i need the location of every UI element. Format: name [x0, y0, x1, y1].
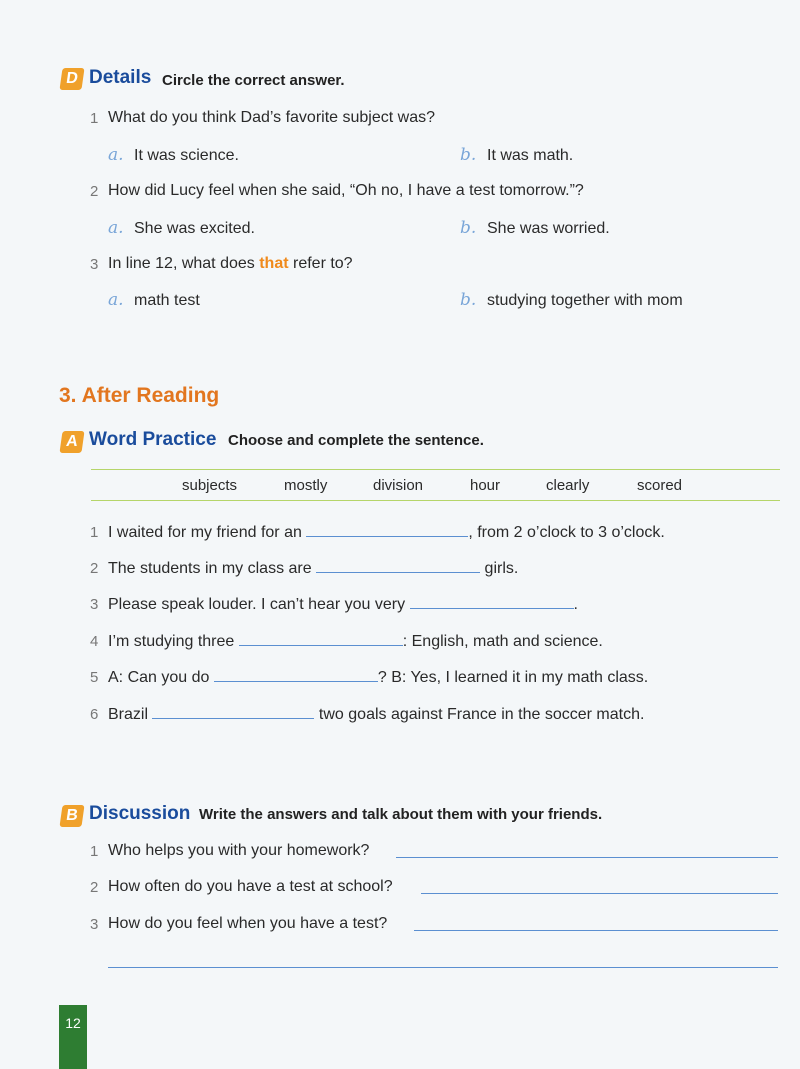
sentence-post: : English, math and science.: [402, 633, 603, 650]
sentence-pre: I waited for my friend for an: [108, 524, 302, 541]
option-a[interactable]: math test: [134, 292, 200, 309]
question-number: 3: [90, 256, 99, 273]
sentence-pre: Please speak louder. I can’t hear you very: [108, 596, 406, 613]
after-reading-title: 3. After Reading: [59, 384, 220, 407]
sentence-post: , from 2 o’clock to 3 o’clock.: [468, 524, 665, 541]
sentence-pre: Brazil: [108, 706, 149, 723]
discussion-question: How do you feel when you have a test?: [108, 915, 388, 932]
fill-in-sentence: [108, 522, 665, 542]
answer-line[interactable]: [414, 930, 778, 931]
option-letter-b: b.: [460, 218, 477, 238]
sentence-pre: I’m studying three: [108, 633, 235, 650]
details-instruction: Circle the correct answer.: [162, 72, 345, 89]
sentence-pre: A: Can you do: [108, 669, 210, 686]
sentence-post: girls.: [484, 560, 519, 577]
question-text: What do you think Dad’s favorite subject was?: [108, 109, 435, 126]
answer-line[interactable]: [108, 967, 778, 968]
answer-blank[interactable]: [152, 704, 314, 719]
answer-blank[interactable]: [410, 594, 574, 609]
question-number: 3: [90, 916, 99, 933]
question-text: [108, 255, 353, 273]
option-letter-a: a.: [108, 290, 124, 310]
details-heading: Details: [89, 67, 152, 88]
question-number: 2: [90, 183, 99, 200]
word-bank-item: subjects: [182, 477, 238, 494]
sentence-number: 3: [90, 596, 99, 613]
sentence-number: 4: [90, 633, 99, 650]
word-practice-heading: Word Practice: [89, 429, 217, 450]
discussion-heading: Discussion: [89, 803, 191, 824]
word-box-top-border: [91, 469, 780, 470]
option-b[interactable]: It was math.: [487, 147, 574, 164]
page-number: 12: [59, 1005, 87, 1069]
fill-in-sentence: [108, 558, 518, 578]
discussion-question: Who helps you with your homework?: [108, 842, 370, 859]
section-a-badge: A: [59, 431, 84, 453]
answer-blank[interactable]: [214, 667, 378, 682]
question-text: How did Lucy feel when she said, “Oh no, I have a test tomorrow.”?: [108, 182, 584, 199]
sentence-pre: The students in my class are: [108, 560, 312, 577]
question-number: 1: [90, 843, 99, 860]
sentence-post: two goals against France in the soccer match.: [318, 706, 645, 723]
question-number: 1: [90, 110, 99, 127]
word-box-bottom-border: [91, 500, 780, 501]
answer-line[interactable]: [421, 893, 778, 894]
word-bank-item: clearly: [546, 477, 590, 494]
question-text-pre: In line 12, what does: [108, 255, 260, 272]
sentence-post: ? B: Yes, I learned it in my math class.: [377, 669, 649, 686]
fill-in-sentence: [108, 631, 603, 651]
sentence-number: 2: [90, 560, 99, 577]
discussion-instruction: Write the answers and talk about them with your friends.: [199, 806, 603, 823]
option-a[interactable]: It was science.: [134, 147, 239, 164]
sentence-number: 1: [90, 524, 99, 541]
option-letter-b: b.: [460, 290, 477, 310]
word-bank-item: scored: [637, 477, 683, 494]
question-number: 2: [90, 879, 99, 896]
word-bank-item: hour: [470, 477, 501, 494]
section-b-badge: B: [59, 805, 84, 827]
option-b[interactable]: She was worried.: [487, 220, 610, 237]
answer-blank[interactable]: [316, 558, 480, 573]
sentence-number: 6: [90, 706, 99, 723]
answer-line[interactable]: [396, 857, 778, 858]
fill-in-sentence: [108, 594, 578, 614]
sentence-post: .: [573, 596, 578, 613]
section-d-badge: D: [59, 68, 84, 90]
sentence-number: 5: [90, 669, 99, 686]
option-letter-b: b.: [460, 145, 477, 165]
highlighted-word: that: [259, 255, 289, 272]
option-b[interactable]: studying together with mom: [487, 292, 683, 309]
word-bank-item: division: [373, 477, 424, 494]
option-letter-a: a.: [108, 145, 124, 165]
option-a[interactable]: She was excited.: [134, 220, 255, 237]
answer-blank[interactable]: [239, 631, 403, 646]
fill-in-sentence: [108, 704, 644, 724]
bleed-through-text: [560, 60, 566, 86]
question-text-post: refer to?: [288, 255, 353, 272]
discussion-question: How often do you have a test at school?: [108, 878, 393, 895]
word-practice-instruction: Choose and complete the sentence.: [228, 432, 484, 449]
option-letter-a: a.: [108, 218, 124, 238]
word-bank-item: mostly: [284, 477, 328, 494]
fill-in-sentence: [108, 667, 648, 687]
answer-blank[interactable]: [306, 522, 468, 537]
